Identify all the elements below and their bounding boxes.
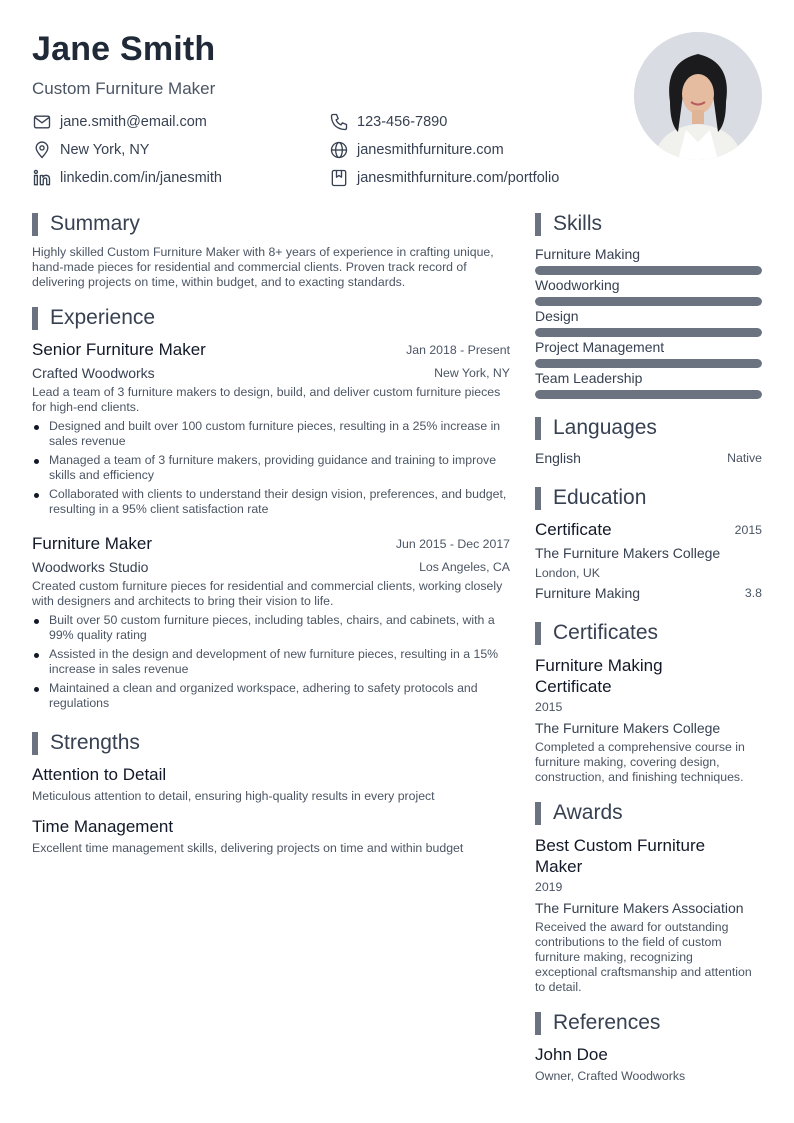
contact-linkedin-text: linkedin.com/in/janesmith bbox=[60, 170, 222, 186]
section-accent-bar bbox=[535, 802, 541, 825]
job-title: Furniture Maker bbox=[32, 534, 152, 553]
section-accent-bar bbox=[535, 487, 541, 510]
summary-heading bbox=[32, 212, 140, 236]
contact-phone[interactable] bbox=[329, 112, 447, 132]
skill-bar-fill bbox=[535, 390, 762, 399]
strength-text: Excellent time management skills, delivering projects on time and within budget bbox=[32, 841, 464, 855]
section-accent-bar bbox=[32, 307, 38, 330]
education-heading bbox=[535, 486, 646, 510]
skill-bar bbox=[535, 328, 762, 337]
certificates-heading-text: Certificates bbox=[553, 621, 659, 644]
skills-heading bbox=[535, 212, 602, 236]
skill-bar bbox=[535, 390, 762, 399]
section-accent-bar bbox=[32, 213, 38, 236]
contact-website[interactable] bbox=[329, 140, 504, 160]
job-bullets bbox=[32, 613, 512, 715]
phone-icon bbox=[329, 112, 349, 132]
job-title: Senior Furniture Maker bbox=[32, 340, 206, 359]
section-accent-bar bbox=[32, 732, 38, 755]
references-heading bbox=[535, 1011, 660, 1035]
job-company: Woodworks Studio bbox=[32, 559, 149, 575]
contact-email-text: jane.smith@email.com bbox=[60, 114, 207, 130]
job-description: Lead a team of 3 furniture makers to design, build, and deliver custom furniture pieces for high-end clients. bbox=[32, 385, 501, 414]
job-bullet: Managed a team of 3 furniture makers, providing guidance and training to improve skills and efficiency bbox=[32, 453, 512, 483]
education-location: London, UK bbox=[535, 566, 600, 580]
skill-bar-fill bbox=[535, 297, 762, 306]
education-year: 2015 bbox=[734, 523, 762, 537]
skill-label: Design bbox=[535, 308, 579, 324]
contact-website-text: janesmithfurniture.com bbox=[357, 142, 504, 158]
skill-label: Project Management bbox=[535, 339, 665, 355]
education-heading-text: Education bbox=[553, 486, 647, 509]
contact-linkedin[interactable] bbox=[32, 168, 222, 188]
section-accent-bar bbox=[535, 213, 541, 236]
skills-heading-text: Skills bbox=[553, 212, 603, 235]
job-bullet: Maintained a clean and organized workspace, adhering to safety protocols and regulations bbox=[32, 681, 512, 711]
skill-label: Furniture Making bbox=[535, 246, 641, 262]
portfolio-icon bbox=[329, 168, 349, 188]
certificate-text: Completed a comprehensive course in furniture making, covering design, construction, and finishing techniques. bbox=[535, 740, 745, 784]
skill-bar bbox=[535, 266, 762, 275]
certificate-year: 2015 bbox=[535, 700, 563, 714]
skill-bar-fill bbox=[535, 266, 762, 275]
map-pin-icon bbox=[32, 140, 52, 160]
section-accent-bar bbox=[535, 417, 541, 440]
profile-photo-image bbox=[634, 32, 762, 160]
job-bullet: Designed and built over 100 custom furniture pieces, resulting in a 25% increase in sales revenue bbox=[32, 419, 512, 449]
profile-photo bbox=[634, 32, 762, 160]
summary-heading-text: Summary bbox=[50, 212, 140, 235]
candidate-name: Jane Smith bbox=[32, 30, 216, 68]
education-field: Furniture Making bbox=[535, 585, 641, 601]
contact-portfolio-text: janesmithfurniture.com/portfolio bbox=[357, 170, 560, 186]
job-dates: Jun 2015 - Dec 2017 bbox=[395, 537, 510, 551]
award-title: Best Custom Furniture Maker bbox=[535, 836, 706, 876]
job-bullet: Assisted in the design and development of new furniture pieces, resulting in a 15% increase in sales revenue bbox=[32, 647, 512, 677]
skill-label: Team Leadership bbox=[535, 370, 643, 386]
contact-location bbox=[32, 140, 149, 160]
skill-bar-fill bbox=[535, 359, 762, 368]
certificates-heading bbox=[535, 621, 658, 645]
skill-bar-fill bbox=[535, 328, 762, 337]
job-bullet: Collaborated with clients to understand their design vision, preferences, and budget, resulting in a 95% client satisfaction rate bbox=[32, 487, 512, 517]
contact-portfolio[interactable] bbox=[329, 168, 559, 188]
awards-heading-text: Awards bbox=[553, 801, 623, 824]
strengths-heading-text: Strengths bbox=[50, 731, 140, 754]
award-year: 2019 bbox=[535, 880, 563, 894]
strength-text: Meticulous attention to detail, ensuring high-quality results in every project bbox=[32, 789, 435, 803]
reference-role: Owner, Crafted Woodworks bbox=[535, 1069, 686, 1083]
job-bullets bbox=[32, 419, 512, 521]
education-school: The Furniture Makers College bbox=[535, 545, 721, 561]
contact-email[interactable] bbox=[32, 112, 207, 132]
skill-bar bbox=[535, 297, 762, 306]
references-heading-text: References bbox=[553, 1011, 661, 1034]
section-accent-bar bbox=[535, 1012, 541, 1035]
candidate-title: Custom Furniture Maker bbox=[32, 79, 216, 98]
job-bullet: Built over 50 custom furniture pieces, including tables, chairs, and cabinets, with a 99% quality rating bbox=[32, 613, 512, 643]
award-issuer: The Furniture Makers Association bbox=[535, 900, 744, 916]
language-name: English bbox=[535, 450, 581, 466]
job-location: Los Angeles, CA bbox=[419, 560, 510, 574]
job-location: New York, NY bbox=[434, 366, 510, 380]
globe-icon bbox=[329, 140, 349, 160]
job-dates: Jan 2018 - Present bbox=[406, 343, 510, 357]
contact-location-text: New York, NY bbox=[60, 142, 150, 158]
certificate-title: Furniture Making Certificate bbox=[535, 656, 663, 696]
job-description: Created custom furniture pieces for residential and commercial clients, working closely with designers and architects to bring their vision to life. bbox=[32, 579, 503, 608]
strengths-heading bbox=[32, 731, 140, 755]
strength-title: Time Management bbox=[32, 817, 174, 836]
experience-heading bbox=[32, 306, 155, 330]
contact-phone-text: 123-456-7890 bbox=[357, 114, 448, 130]
job-company: Crafted Woodworks bbox=[32, 365, 155, 381]
languages-heading bbox=[535, 416, 657, 440]
experience-heading-text: Experience bbox=[50, 306, 156, 329]
skill-label: Woodworking bbox=[535, 277, 620, 293]
summary-text: Highly skilled Custom Furniture Maker with 8+ years of experience in crafting unique, hand-made pieces for residential and commercial clients. Proven track record of delivering projects on time, within budget, and to exacting standards. bbox=[32, 245, 494, 289]
education-degree: Certificate bbox=[535, 520, 612, 539]
skill-bar bbox=[535, 359, 762, 368]
languages-heading-text: Languages bbox=[553, 416, 657, 439]
award-text: Received the award for outstanding contributions to the field of custom furniture making, recognizing exceptional craftsmanship and attention to detail. bbox=[535, 920, 752, 994]
section-accent-bar bbox=[535, 622, 541, 645]
linkedin-icon bbox=[32, 168, 52, 188]
awards-heading bbox=[535, 801, 623, 825]
reference-name: John Doe bbox=[535, 1045, 608, 1064]
mail-icon bbox=[32, 112, 52, 132]
strength-title: Attention to Detail bbox=[32, 765, 167, 784]
certificate-issuer: The Furniture Makers College bbox=[535, 720, 721, 736]
language-level: Native bbox=[727, 451, 762, 465]
education-gpa: 3.8 bbox=[744, 586, 762, 600]
